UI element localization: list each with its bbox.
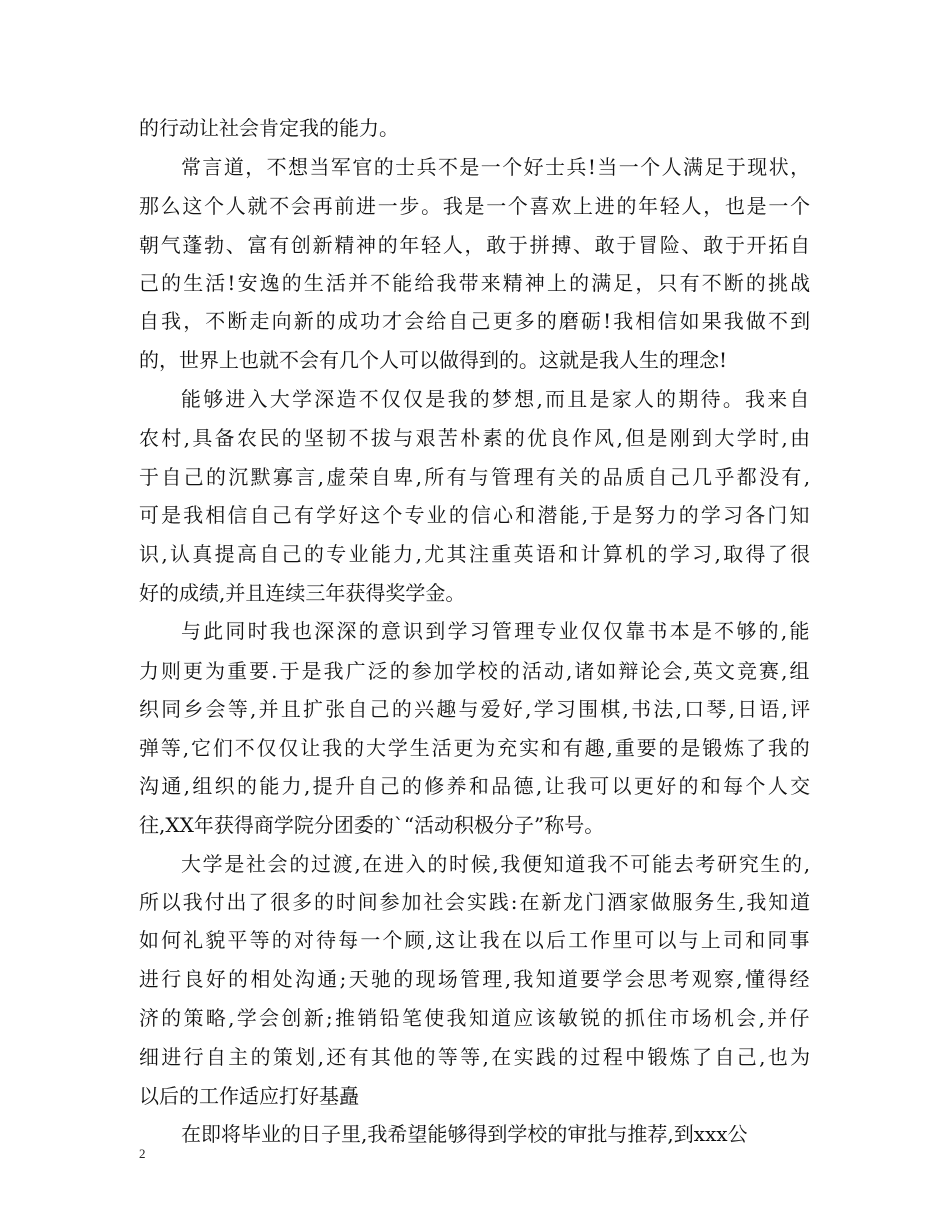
text-line: 自我，不断走向新的成功才会给自己更多的磨砺!我相信如果我做不到 [139, 309, 813, 333]
text-line: 细进行自主的策划,还有其他的等等,在实践的过程中锻炼了自己,也为 [139, 1045, 813, 1069]
text-line: 能够进入大学深造不仅仅是我的梦想,而且是家人的期待。我来自 [181, 387, 812, 411]
text-line: 织同乡会等,并且扩张自己的兴趣与爱好,学习围棋,书法,口琴,日语,评 [139, 697, 813, 721]
text-line: 与此同时我也深深的意识到学习管理专业仅仅靠书本是不够的,能 [181, 619, 812, 643]
text-line: 朝气蓬勃、富有创新精神的年轻人，敢于拼搏、敢于冒险、敢于开拓自 [139, 233, 812, 257]
text-line: 可是我相信自己有学好这个专业的信心和潜能,于是努力的学习各门知 [139, 503, 812, 527]
text-line: 常言道，不想当军官的士兵不是一个好士兵!当一个人满足于现状， [181, 155, 812, 179]
text-line: 的行动让社会肯定我的能力。 [139, 116, 399, 140]
text-line: 于自己的沉默寡言,虚荣自卑,所有与管理有关的品质自己几乎都没有, [139, 465, 813, 489]
text-line: 的，世界上也就不会有几个人可以做得到的。这就是我人生的理念! [139, 348, 728, 372]
text-line: 在即将毕业的日子里,我希望能够得到学校的审批与推荐,到xxx公 [181, 1122, 748, 1146]
text-line: 沟通,组织的能力,提升自己的修养和品德,让我可以更好的和每个人交 [139, 774, 813, 798]
page-number: 2 [139, 1146, 146, 1161]
text-line: 以后的工作适应打好基矗 [139, 1084, 359, 1108]
text-line: 如何礼貌平等的对待每一个顾,这让我在以后工作里可以与上司和同事 [139, 928, 812, 952]
text-line: 识,认真提高自己的专业能力,尤其注重英语和计算机的学习,取得了很 [139, 542, 813, 566]
text-line: 力则更为重要.于是我广泛的参加学校的活动,诸如辩论会,英文竞赛,组 [139, 659, 812, 683]
text-line: 农村,具备农民的坚韧不拔与艰苦朴素的优良作风,但是刚到大学时,由 [139, 426, 813, 450]
text-line: 弹等,它们不仅仅让我的大学生活更为充实和有趣,重要的是锻炼了我的 [139, 736, 812, 760]
text-line: 所以我付出了很多的时间参加社会实践:在新龙门酒家做服务生,我知道 [139, 890, 813, 914]
text-line: 大学是社会的过渡,在进入的时候,我便知道我不可能去考研究生的, [181, 852, 812, 876]
text-line: 好的成绩,并且连续三年获得奖学金。 [139, 581, 466, 605]
text-line: 往,XX年获得商学院分团委的`“活动积极分子”称号。 [139, 813, 605, 837]
text-line: 济的策略,学会创新;推销铅笔使我知道应该敏锐的抓住市场机会,并仔 [139, 1006, 812, 1030]
text-line: 那么这个人就不会再前进一步。我是一个喜欢上进的年轻人，也是一个 [139, 194, 812, 218]
text-line: 进行良好的相处沟通;天驰的现场管理,我知道要学会思考观察,懂得经 [139, 967, 812, 991]
text-line: 己的生活!安逸的生活并不能给我带来精神上的满足，只有不断的挑战 [139, 271, 813, 295]
